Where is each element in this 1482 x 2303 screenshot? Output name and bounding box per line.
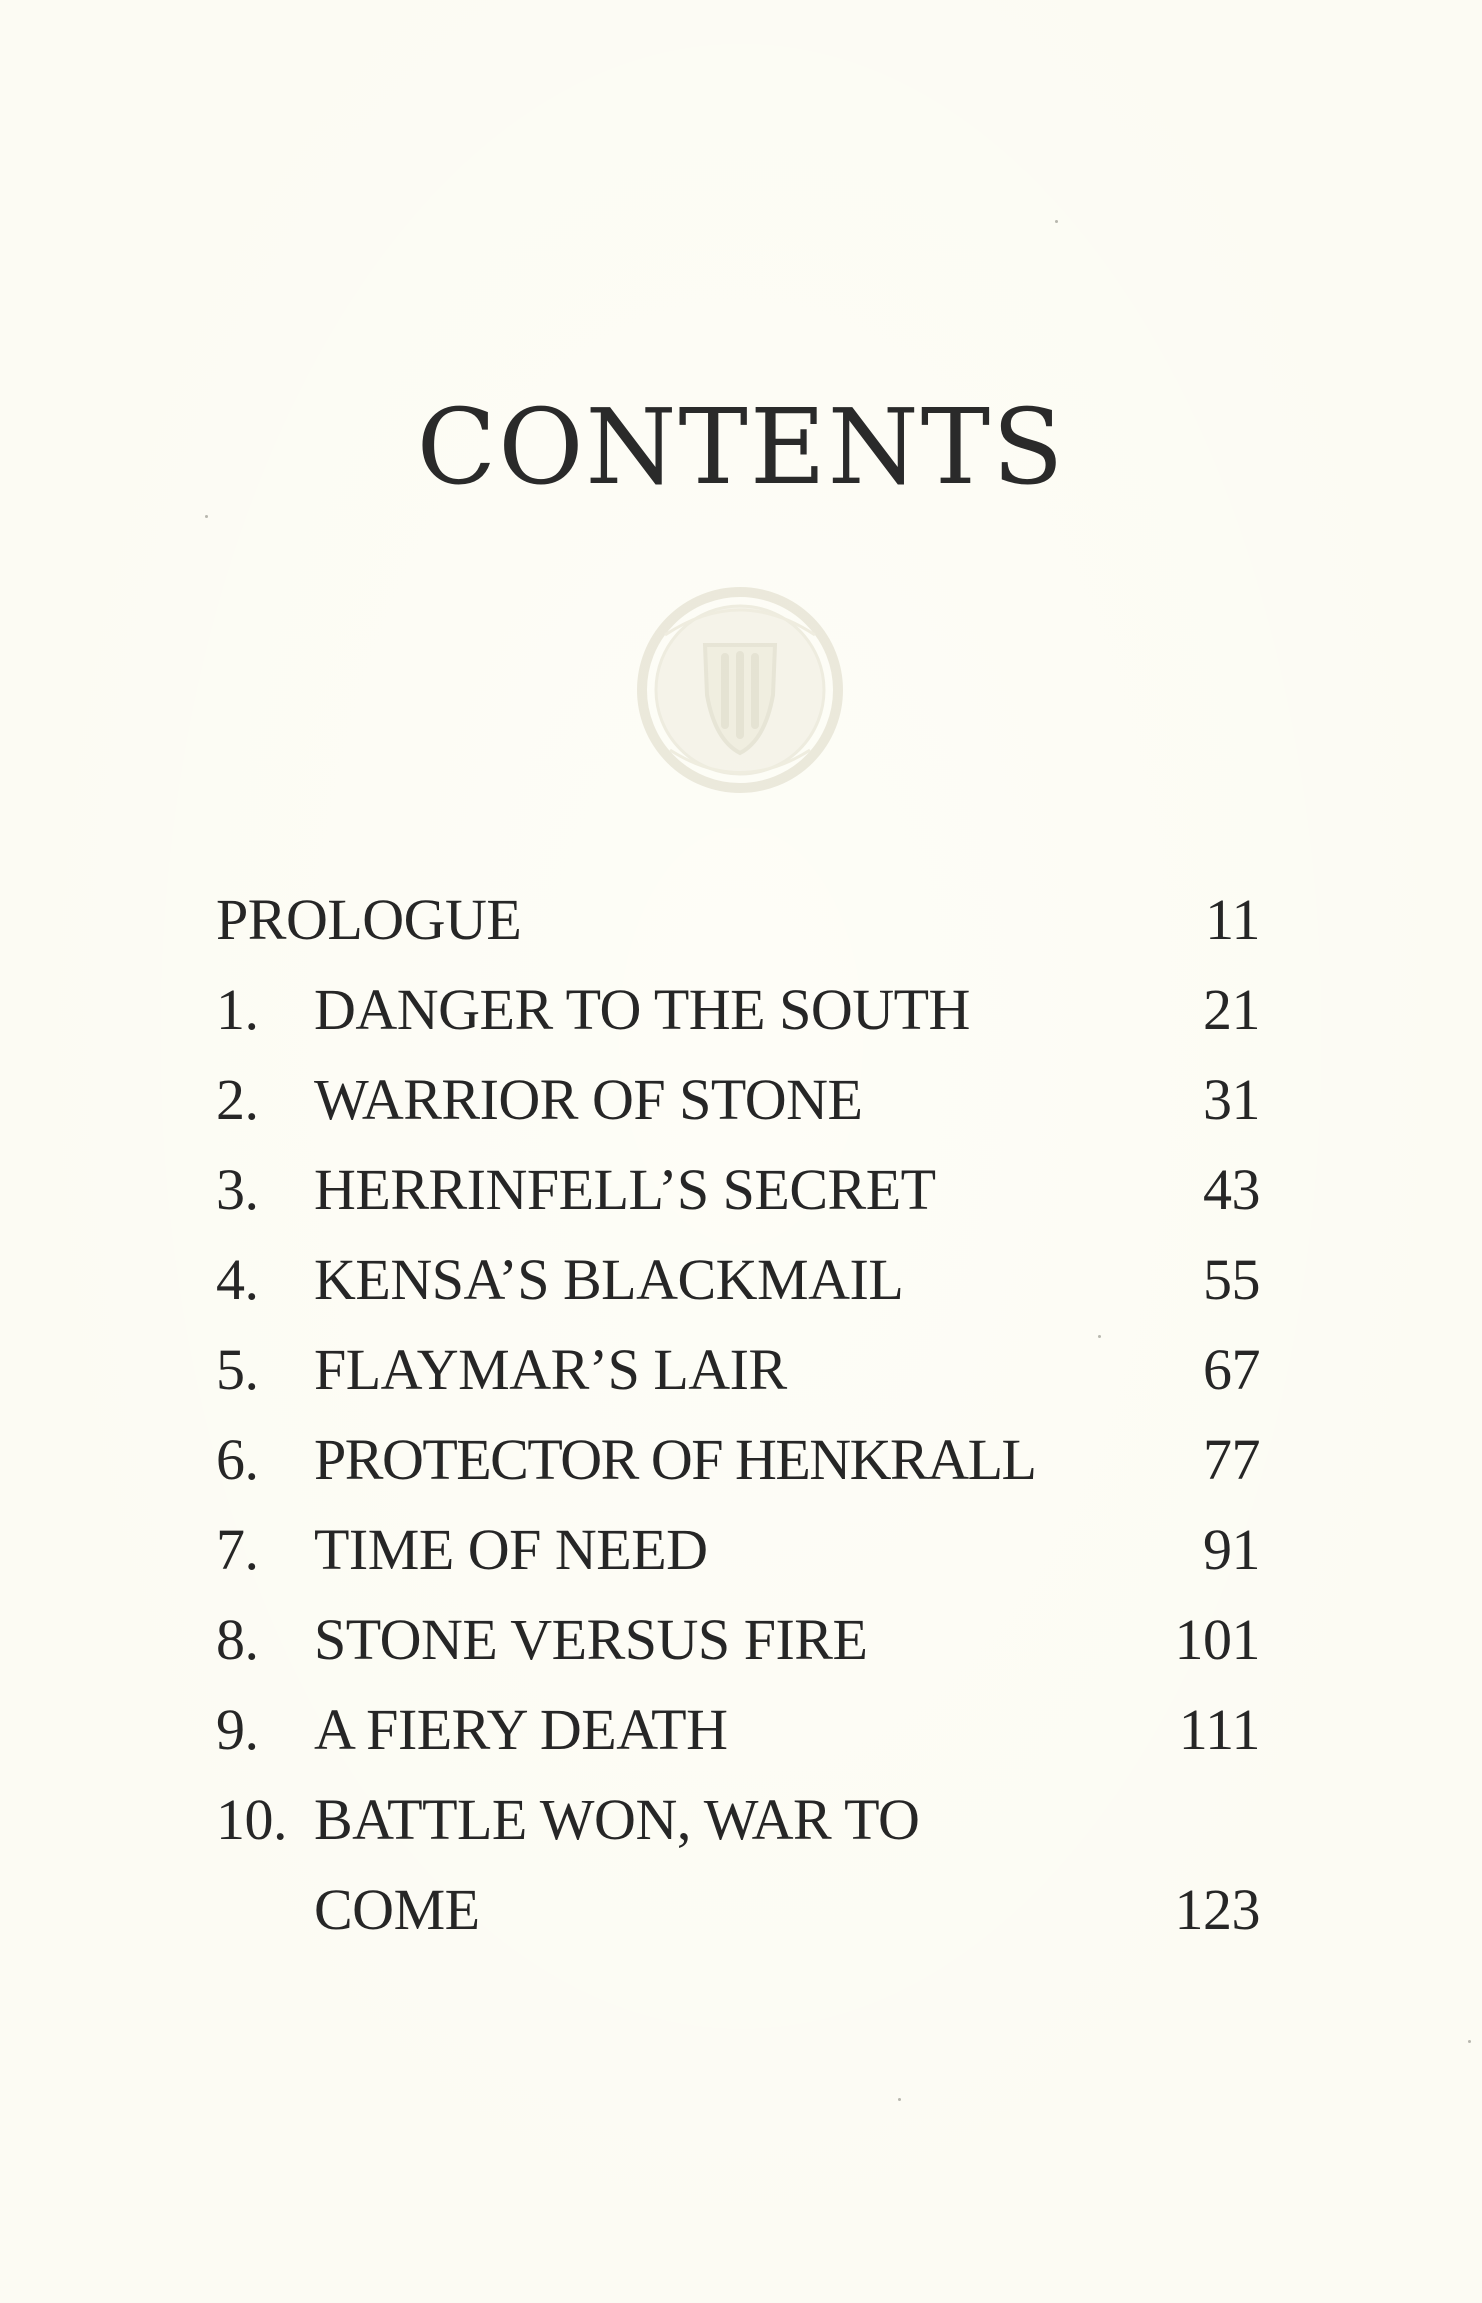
toc-entry-label: COME (314, 1877, 480, 1942)
toc-entry-label: HERRINFELL’S SECRET (314, 1157, 936, 1222)
paper-speck (1055, 220, 1058, 223)
toc-entry-chapter-10-continued[interactable] (216, 1870, 1260, 1950)
toc-entry-number: 10. (216, 1787, 287, 1852)
toc-entry-chapter-3[interactable] (216, 1150, 1260, 1230)
toc-entry-page: 55 (1203, 1247, 1260, 1312)
paper-speck (898, 2098, 901, 2101)
toc-entry-page: 21 (1203, 977, 1260, 1042)
toc-entry-page: 111 (1178, 1697, 1260, 1762)
toc-entry-number: 6. (216, 1427, 259, 1492)
toc-entry-page: 101 (1174, 1607, 1260, 1672)
toc-entry-label: FLAYMAR’S LAIR (314, 1337, 787, 1402)
paper-speck (1468, 2040, 1471, 2043)
toc-entry-number: 1. (216, 977, 259, 1042)
page-title: CONTENTS (416, 386, 1066, 508)
toc-entry-page: 91 (1203, 1517, 1260, 1582)
toc-entry-number: 3. (216, 1157, 259, 1222)
toc-entry-chapter-10[interactable] (216, 1780, 1260, 1860)
toc-entry-number: 2. (216, 1067, 259, 1132)
toc-entry-chapter-6[interactable] (216, 1420, 1260, 1500)
toc-entry-chapter-5[interactable] (216, 1330, 1260, 1410)
toc-entry-prologue[interactable] (216, 880, 1260, 960)
toc-entry-label: PROLOGUE (216, 887, 522, 952)
toc-entry-label: TIME OF NEED (314, 1517, 708, 1582)
toc-entry-page: 123 (1174, 1877, 1260, 1942)
toc-entry-page: 11 (1205, 887, 1260, 952)
toc-entry-chapter-1[interactable] (216, 970, 1260, 1050)
toc-entry-chapter-4[interactable] (216, 1240, 1260, 1320)
toc-entry-label: DANGER TO THE SOUTH (314, 977, 970, 1042)
toc-entry-number: 4. (216, 1247, 259, 1312)
toc-entry-page: 43 (1203, 1157, 1260, 1222)
toc-entry-chapter-8[interactable] (216, 1600, 1260, 1680)
toc-entry-number: 9. (216, 1697, 259, 1762)
toc-entry-label: STONE VERSUS FIRE (314, 1607, 868, 1672)
paper-speck (1098, 1335, 1101, 1338)
toc-entry-page: 77 (1203, 1427, 1260, 1492)
toc-entry-number: 5. (216, 1337, 259, 1402)
toc-entry-label: PROTECTOR OF HENKRALL (314, 1427, 1036, 1492)
toc-entry-label: WARRIOR OF STONE (314, 1067, 863, 1132)
toc-entry-chapter-2[interactable] (216, 1060, 1260, 1140)
toc-entry-page: 31 (1203, 1067, 1260, 1132)
toc-entry-label: A FIERY DEATH (314, 1697, 728, 1762)
paper-speck (205, 515, 208, 518)
toc-entry-page: 67 (1203, 1337, 1260, 1402)
toc-entry-number: 7. (216, 1517, 259, 1582)
toc-entry-label: BATTLE WON, WAR TO (314, 1787, 920, 1852)
toc-entry-chapter-7[interactable] (216, 1510, 1260, 1590)
toc-entry-number: 8. (216, 1607, 259, 1672)
toc-entry-chapter-9[interactable] (216, 1690, 1260, 1770)
toc-entry-label: KENSA’S BLACKMAIL (314, 1247, 904, 1312)
